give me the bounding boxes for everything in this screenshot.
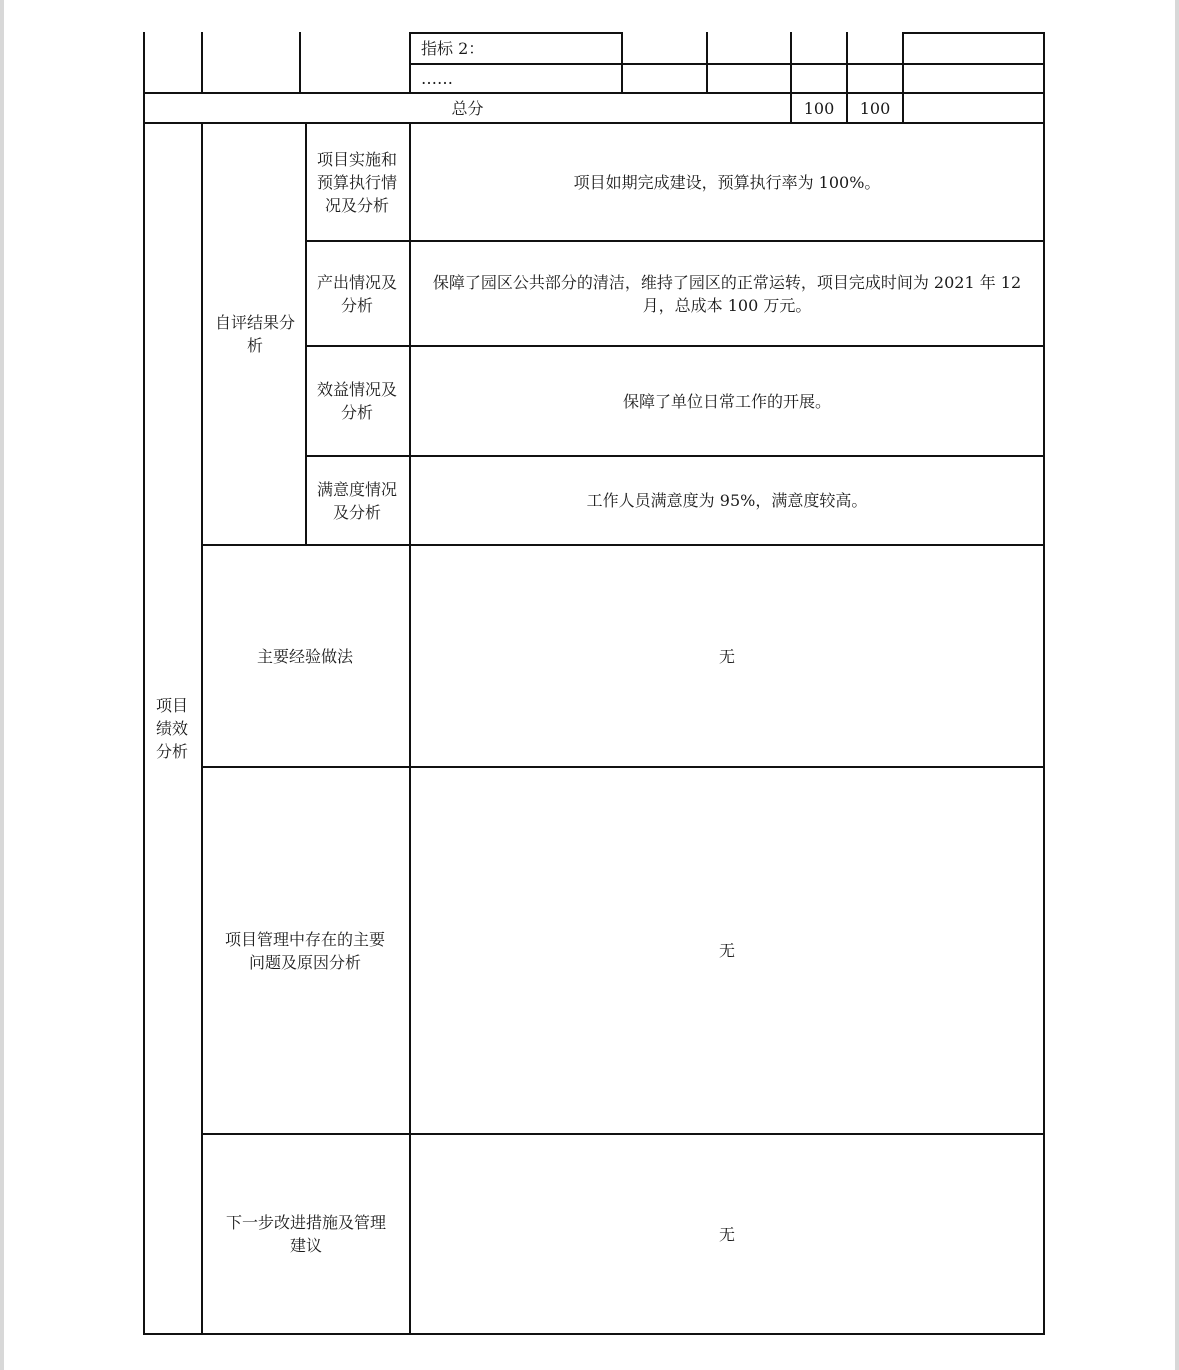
budget-execution-content: 项目如期完成建设，预算执行率为 100%。 [573,172,881,192]
problems-label: 项目管理中存在的主要问题及原因分析 [224,929,385,972]
total-score: 100 [859,98,891,118]
page-edge-left [0,0,4,1370]
experience-label: 主要经验做法 [256,646,353,666]
improvements-label: 下一步改进措施及管理建议 [225,1213,386,1255]
indicator-ellipsis: …… [421,69,453,88]
total-weight: 100 [803,98,835,118]
benefit-content: 保障了单位日常工作的开展。 [622,391,831,411]
self-eval-label: 自评结果分析 [215,313,296,355]
total-label: 总分 [451,98,484,118]
output-content: 保障了园区公共部分的清洁，维持了园区的正常运转，项目完成时间为 2021 年 12 月，总成本 100 万元。 [432,272,1022,315]
satisfaction-content: 工作人员满意度为 95%，满意度较高。 [586,491,868,510]
satisfaction-label: 满意度情况及分析 [316,479,397,522]
output-label: 产出情况及分析 [316,272,397,315]
budget-execution-label: 项目实施和预算执行情况及分析 [316,149,397,215]
benefit-label: 效益情况及分析 [316,380,397,422]
improvements-content: 无 [718,1224,735,1244]
problems-content: 无 [718,941,735,960]
indicator-2-label: 指标 2： [421,39,485,58]
page-edge-right [1175,0,1179,1370]
experience-content: 无 [718,646,735,666]
performance-section-label: 项目绩效分析 [155,696,188,761]
